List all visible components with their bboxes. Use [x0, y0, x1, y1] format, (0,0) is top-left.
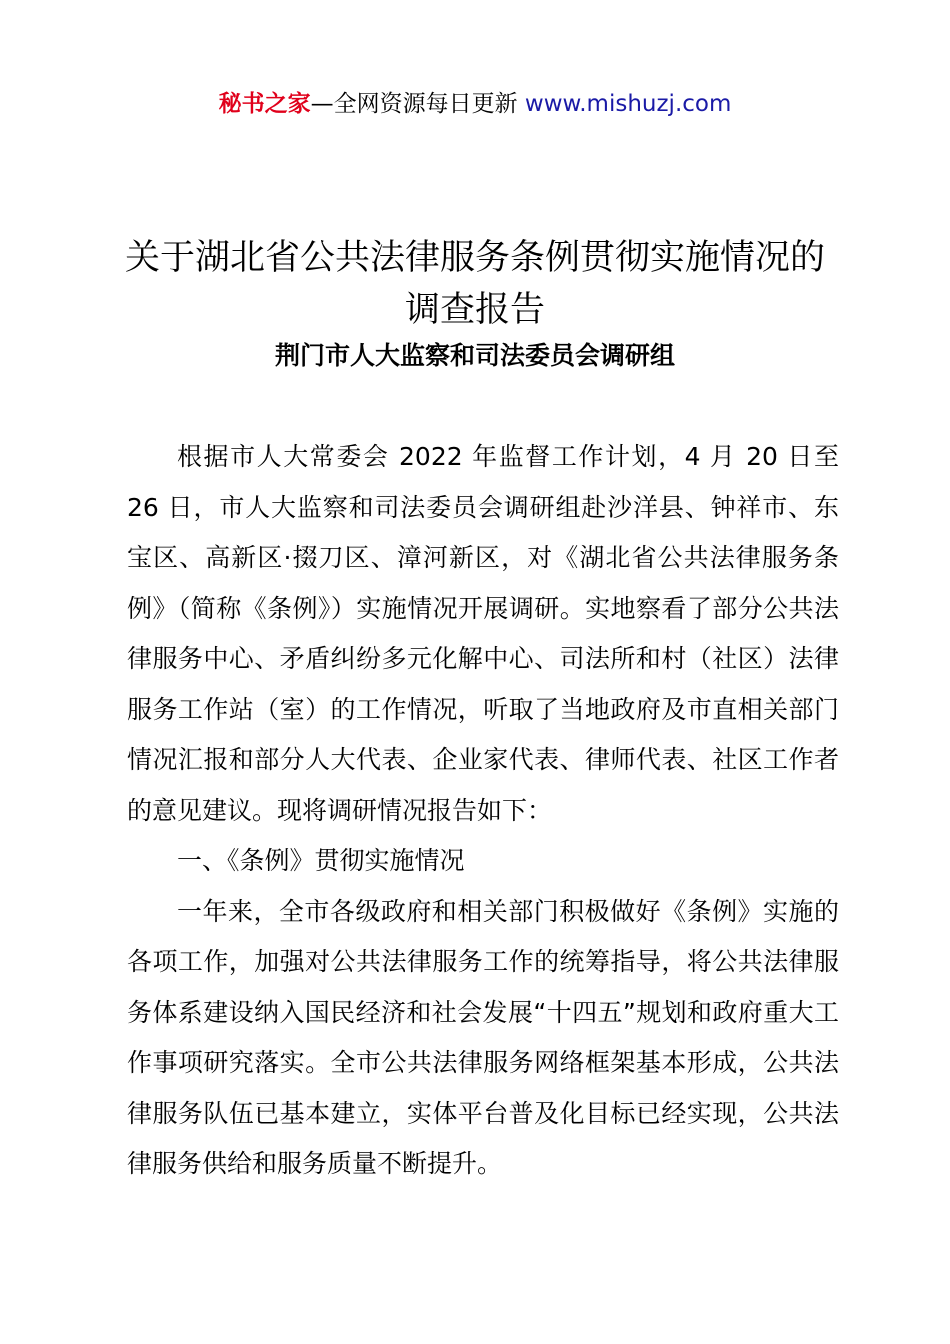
document-body — [127, 432, 839, 1190]
document-title — [90, 232, 860, 336]
header-slogan: —全网资源每日更新 — [310, 91, 525, 117]
section-heading: 一、《条例》贯彻实施情况 — [177, 846, 465, 875]
site-header — [0, 86, 950, 122]
title-line-1: 关于湖北省公共法律服务条例贯彻实施情况的 — [124, 238, 825, 278]
body-paragraph: 根据市人大常委会 2022 年监督工作计划，4 月 20 日至 26 日，市人大监察和司法委员会调研组赴沙洋县、钟祥市、东宝区、高新区·掇刀区、漳河新区，对《湖北省公共法律服务条例》（简称《条例》）实施情况开展调研。实地察看了部分公共法律服务中心、矛盾纠纷多元化解中心、司法所和村（社区）法律服务工作站（室）的工作情况，听取了当地政府及市直相关部门情况汇报和部分人大代表、企业家代表、律师代表、社区工作者的意见建议。现将调研情况报告如下： — [127, 442, 839, 825]
title-line-2: 调查报告 — [404, 290, 545, 330]
document-subtitle: 荆门市人大监察和司法委员会调研组 — [274, 341, 675, 370]
brand-name: 秘书之家 — [218, 91, 311, 117]
body-paragraph: 一年来，全市各级政府和相关部门积极做好《条例》实施的各项工作，加强对公共法律服务工作的统筹指导，将公共法律服务体系建设纳入国民经济和社会发展“十四五”规划和政府重大工作事项研究落实。全市公共法律服务网络框架基本形成，公共法律服务队伍已基本建立，实体平台普及化目标已经实现，公共法律服务供给和服务质量不断提升。 — [127, 896, 839, 1178]
site-url-link[interactable]: www.mishuzj.com — [524, 91, 732, 117]
